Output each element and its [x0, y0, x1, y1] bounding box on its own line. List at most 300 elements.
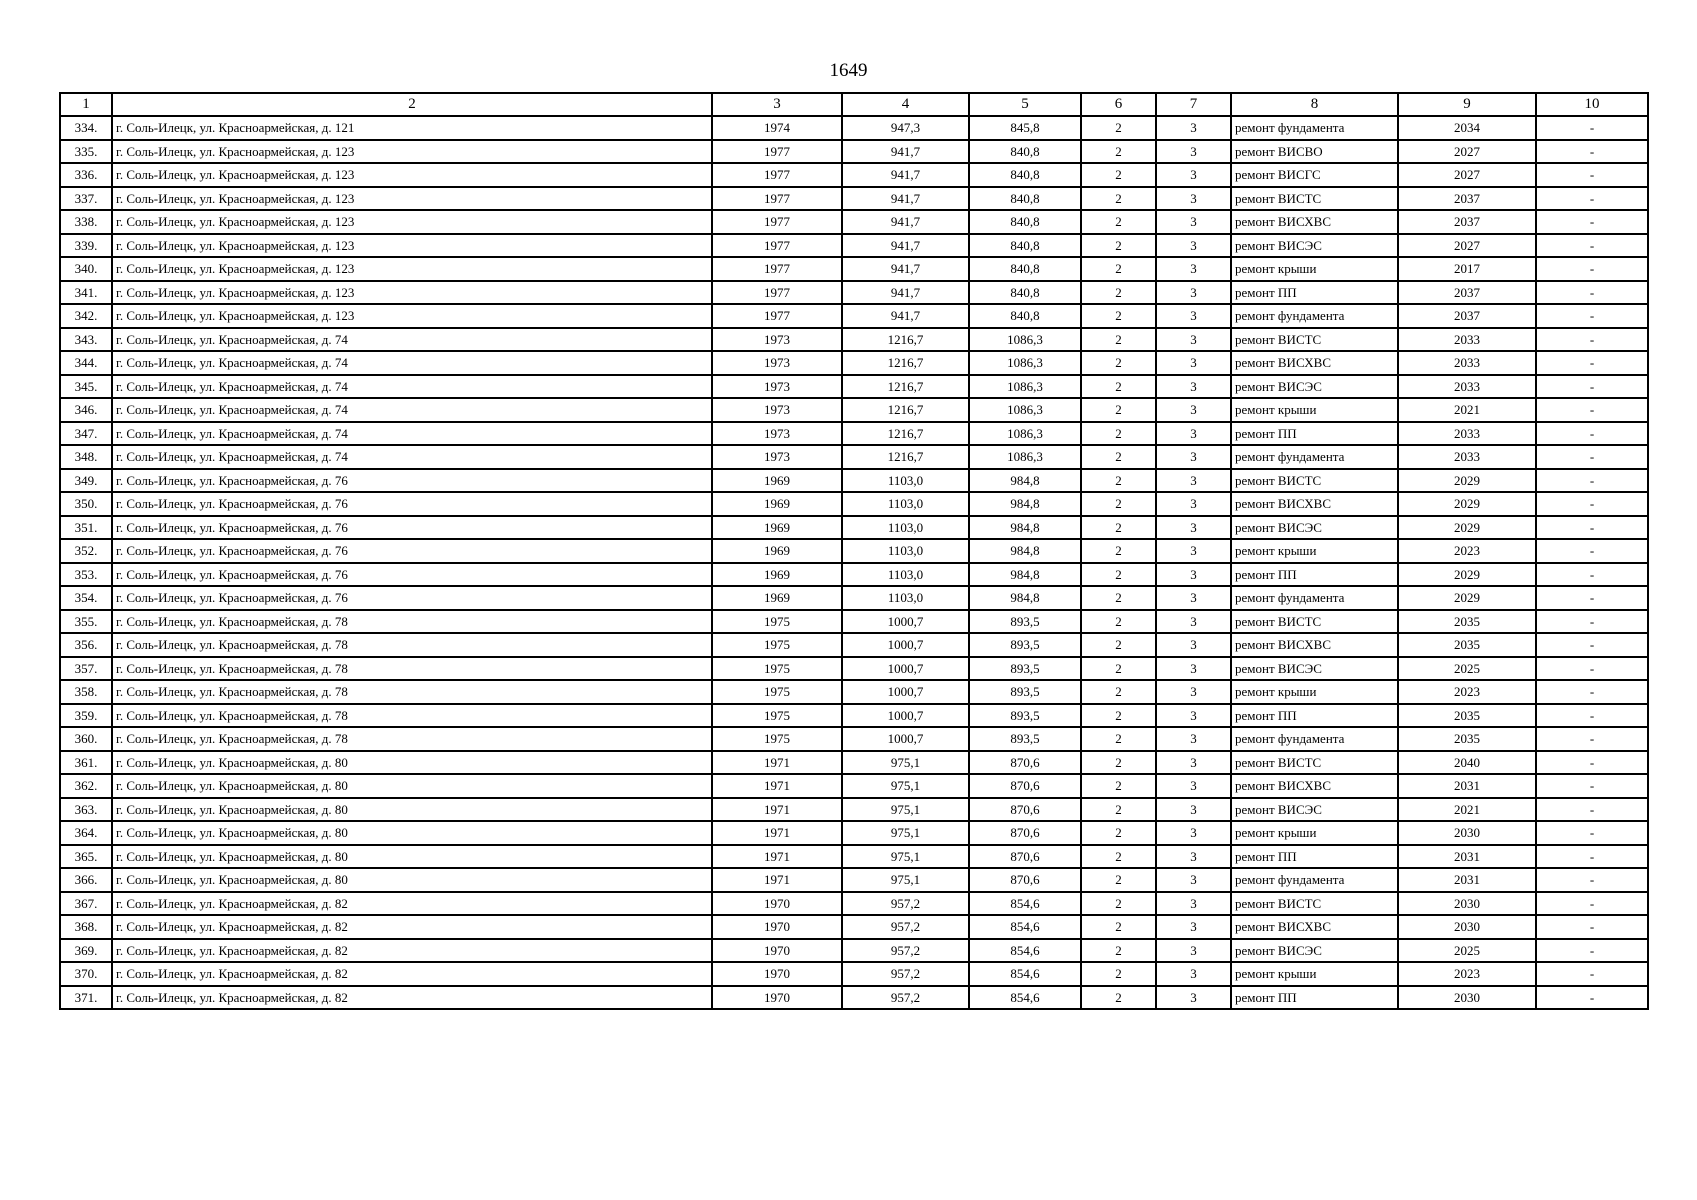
repair-type-cell: ремонт фундамента [1231, 586, 1398, 610]
planned-year-cell: 2033 [1398, 351, 1536, 375]
row-number-cell: 334. [60, 116, 112, 140]
column-header: 10 [1536, 93, 1648, 116]
total-area-cell: 941,7 [842, 140, 969, 164]
planned-year-cell: 2033 [1398, 422, 1536, 446]
planned-year-cell: 2033 [1398, 445, 1536, 469]
address-cell: г. Соль-Илецк, ул. Красноармейская, д. 74 [112, 398, 712, 422]
planned-year-cell: 2035 [1398, 610, 1536, 634]
notes-cell: - [1536, 492, 1648, 516]
table-row [60, 751, 1648, 775]
year-built-cell: 1971 [712, 798, 842, 822]
table-row [60, 140, 1648, 164]
table-row [60, 704, 1648, 728]
total-area-cell: 975,1 [842, 751, 969, 775]
table-row [60, 445, 1648, 469]
repair-type-cell: ремонт ВИСТС [1231, 469, 1398, 493]
entrances-cell: 3 [1156, 704, 1231, 728]
entrances-cell: 3 [1156, 751, 1231, 775]
notes-cell: - [1536, 633, 1648, 657]
floors-cell: 2 [1081, 633, 1156, 657]
entrances-cell: 3 [1156, 915, 1231, 939]
planned-year-cell: 2033 [1398, 328, 1536, 352]
total-area-cell: 957,2 [842, 915, 969, 939]
floors-cell: 2 [1081, 798, 1156, 822]
entrances-cell: 3 [1156, 633, 1231, 657]
entrances-cell: 3 [1156, 422, 1231, 446]
table-row [60, 680, 1648, 704]
repair-type-cell: ремонт крыши [1231, 539, 1398, 563]
table-row [60, 774, 1648, 798]
table-row [60, 375, 1648, 399]
total-area-cell: 1216,7 [842, 445, 969, 469]
table-row [60, 469, 1648, 493]
floors-cell: 2 [1081, 163, 1156, 187]
address-cell: г. Соль-Илецк, ул. Красноармейская, д. 76 [112, 539, 712, 563]
total-area-cell: 1216,7 [842, 398, 969, 422]
address-cell: г. Соль-Илецк, ул. Красноармейская, д. 123 [112, 140, 712, 164]
planned-year-cell: 2029 [1398, 516, 1536, 540]
total-area-cell: 1103,0 [842, 539, 969, 563]
floors-cell: 2 [1081, 680, 1156, 704]
repair-type-cell: ремонт ПП [1231, 845, 1398, 869]
row-number-cell: 358. [60, 680, 112, 704]
repair-type-cell: ремонт ВИСТС [1231, 751, 1398, 775]
entrances-cell: 3 [1156, 798, 1231, 822]
repair-type-cell: ремонт ВИСХВС [1231, 210, 1398, 234]
entrances-cell: 3 [1156, 234, 1231, 258]
planned-year-cell: 2030 [1398, 986, 1536, 1010]
living-area-cell: 893,5 [969, 727, 1081, 751]
planned-year-cell: 2023 [1398, 680, 1536, 704]
living-area-cell: 870,6 [969, 868, 1081, 892]
row-number-cell: 356. [60, 633, 112, 657]
address-cell: г. Соль-Илецк, ул. Красноармейская, д. 76 [112, 586, 712, 610]
repair-type-cell: ремонт ВИСЭС [1231, 375, 1398, 399]
table-row [60, 234, 1648, 258]
total-area-cell: 941,7 [842, 304, 969, 328]
living-area-cell: 845,8 [969, 116, 1081, 140]
column-header: 4 [842, 93, 969, 116]
living-area-cell: 1086,3 [969, 375, 1081, 399]
repair-type-cell: ремонт крыши [1231, 680, 1398, 704]
table-row [60, 892, 1648, 916]
total-area-cell: 975,1 [842, 868, 969, 892]
row-number-cell: 357. [60, 657, 112, 681]
floors-cell: 2 [1081, 351, 1156, 375]
table-row [60, 633, 1648, 657]
entrances-cell: 3 [1156, 163, 1231, 187]
living-area-cell: 854,6 [969, 986, 1081, 1010]
address-cell: г. Соль-Илецк, ул. Красноармейская, д. 123 [112, 187, 712, 211]
living-area-cell: 984,8 [969, 492, 1081, 516]
year-built-cell: 1973 [712, 445, 842, 469]
total-area-cell: 1216,7 [842, 351, 969, 375]
living-area-cell: 854,6 [969, 892, 1081, 916]
planned-year-cell: 2021 [1398, 798, 1536, 822]
notes-cell: - [1536, 563, 1648, 587]
column-header: 8 [1231, 93, 1398, 116]
floors-cell: 2 [1081, 539, 1156, 563]
entrances-cell: 3 [1156, 281, 1231, 305]
floors-cell: 2 [1081, 210, 1156, 234]
entrances-cell: 3 [1156, 492, 1231, 516]
total-area-cell: 975,1 [842, 845, 969, 869]
year-built-cell: 1971 [712, 774, 842, 798]
address-cell: г. Соль-Илецк, ул. Красноармейская, д. 80 [112, 821, 712, 845]
notes-cell: - [1536, 375, 1648, 399]
floors-cell: 2 [1081, 422, 1156, 446]
address-cell: г. Соль-Илецк, ул. Красноармейская, д. 123 [112, 234, 712, 258]
entrances-cell: 3 [1156, 257, 1231, 281]
row-number-cell: 339. [60, 234, 112, 258]
entrances-cell: 3 [1156, 680, 1231, 704]
year-built-cell: 1969 [712, 516, 842, 540]
year-built-cell: 1977 [712, 234, 842, 258]
row-number-cell: 344. [60, 351, 112, 375]
notes-cell: - [1536, 539, 1648, 563]
total-area-cell: 947,3 [842, 116, 969, 140]
year-built-cell: 1977 [712, 281, 842, 305]
repair-type-cell: ремонт ПП [1231, 704, 1398, 728]
row-number-cell: 359. [60, 704, 112, 728]
living-area-cell: 840,8 [969, 257, 1081, 281]
total-area-cell: 941,7 [842, 281, 969, 305]
notes-cell: - [1536, 892, 1648, 916]
address-cell: г. Соль-Илецк, ул. Красноармейская, д. 82 [112, 939, 712, 963]
address-cell: г. Соль-Илецк, ул. Красноармейская, д. 82 [112, 892, 712, 916]
planned-year-cell: 2025 [1398, 657, 1536, 681]
table-row [60, 962, 1648, 986]
planned-year-cell: 2023 [1398, 539, 1536, 563]
year-built-cell: 1970 [712, 939, 842, 963]
planned-year-cell: 2029 [1398, 492, 1536, 516]
address-cell: г. Соль-Илецк, ул. Красноармейская, д. 76 [112, 516, 712, 540]
year-built-cell: 1970 [712, 986, 842, 1010]
row-number-cell: 352. [60, 539, 112, 563]
year-built-cell: 1977 [712, 187, 842, 211]
year-built-cell: 1975 [712, 680, 842, 704]
total-area-cell: 1103,0 [842, 492, 969, 516]
notes-cell: - [1536, 774, 1648, 798]
year-built-cell: 1971 [712, 821, 842, 845]
floors-cell: 2 [1081, 116, 1156, 140]
repair-type-cell: ремонт фундамента [1231, 868, 1398, 892]
living-area-cell: 854,6 [969, 939, 1081, 963]
address-cell: г. Соль-Илецк, ул. Красноармейская, д. 76 [112, 469, 712, 493]
living-area-cell: 1086,3 [969, 328, 1081, 352]
living-area-cell: 840,8 [969, 210, 1081, 234]
year-built-cell: 1971 [712, 845, 842, 869]
table-row [60, 516, 1648, 540]
year-built-cell: 1975 [712, 633, 842, 657]
total-area-cell: 1103,0 [842, 469, 969, 493]
planned-year-cell: 2031 [1398, 845, 1536, 869]
planned-year-cell: 2037 [1398, 187, 1536, 211]
table-row [60, 398, 1648, 422]
notes-cell: - [1536, 210, 1648, 234]
planned-year-cell: 2021 [1398, 398, 1536, 422]
repair-type-cell: ремонт ВИСТС [1231, 610, 1398, 634]
repair-schedule-table [59, 92, 1649, 1010]
floors-cell: 2 [1081, 257, 1156, 281]
table-row [60, 845, 1648, 869]
total-area-cell: 1103,0 [842, 586, 969, 610]
column-header: 5 [969, 93, 1081, 116]
repair-type-cell: ремонт крыши [1231, 398, 1398, 422]
notes-cell: - [1536, 281, 1648, 305]
year-built-cell: 1969 [712, 469, 842, 493]
repair-type-cell: ремонт ПП [1231, 563, 1398, 587]
address-cell: г. Соль-Илецк, ул. Красноармейская, д. 78 [112, 727, 712, 751]
row-number-cell: 343. [60, 328, 112, 352]
row-number-cell: 360. [60, 727, 112, 751]
planned-year-cell: 2037 [1398, 304, 1536, 328]
entrances-cell: 3 [1156, 516, 1231, 540]
row-number-cell: 361. [60, 751, 112, 775]
floors-cell: 2 [1081, 304, 1156, 328]
table-row [60, 210, 1648, 234]
repair-type-cell: ремонт ВИСГС [1231, 163, 1398, 187]
entrances-cell: 3 [1156, 986, 1231, 1010]
repair-type-cell: ремонт ВИСЭС [1231, 234, 1398, 258]
row-number-cell: 338. [60, 210, 112, 234]
floors-cell: 2 [1081, 962, 1156, 986]
year-built-cell: 1975 [712, 610, 842, 634]
year-built-cell: 1973 [712, 422, 842, 446]
column-header: 3 [712, 93, 842, 116]
row-number-cell: 363. [60, 798, 112, 822]
entrances-cell: 3 [1156, 351, 1231, 375]
year-built-cell: 1973 [712, 375, 842, 399]
planned-year-cell: 2037 [1398, 281, 1536, 305]
floors-cell: 2 [1081, 563, 1156, 587]
floors-cell: 2 [1081, 469, 1156, 493]
notes-cell: - [1536, 821, 1648, 845]
floors-cell: 2 [1081, 234, 1156, 258]
row-number-cell: 354. [60, 586, 112, 610]
planned-year-cell: 2027 [1398, 140, 1536, 164]
total-area-cell: 957,2 [842, 986, 969, 1010]
floors-cell: 2 [1081, 892, 1156, 916]
table-row [60, 915, 1648, 939]
living-area-cell: 840,8 [969, 234, 1081, 258]
entrances-cell: 3 [1156, 304, 1231, 328]
table-row [60, 798, 1648, 822]
repair-type-cell: ремонт ВИСТС [1231, 328, 1398, 352]
living-area-cell: 893,5 [969, 633, 1081, 657]
row-number-cell: 362. [60, 774, 112, 798]
floors-cell: 2 [1081, 751, 1156, 775]
address-cell: г. Соль-Илецк, ул. Красноармейская, д. 80 [112, 868, 712, 892]
living-area-cell: 854,6 [969, 962, 1081, 986]
living-area-cell: 870,6 [969, 821, 1081, 845]
notes-cell: - [1536, 751, 1648, 775]
living-area-cell: 840,8 [969, 304, 1081, 328]
planned-year-cell: 2031 [1398, 868, 1536, 892]
living-area-cell: 840,8 [969, 140, 1081, 164]
living-area-cell: 893,5 [969, 657, 1081, 681]
total-area-cell: 1000,7 [842, 727, 969, 751]
year-built-cell: 1973 [712, 351, 842, 375]
year-built-cell: 1970 [712, 915, 842, 939]
row-number-cell: 371. [60, 986, 112, 1010]
repair-type-cell: ремонт ПП [1231, 281, 1398, 305]
repair-type-cell: ремонт ПП [1231, 422, 1398, 446]
notes-cell: - [1536, 351, 1648, 375]
entrances-cell: 3 [1156, 939, 1231, 963]
year-built-cell: 1974 [712, 116, 842, 140]
total-area-cell: 957,2 [842, 892, 969, 916]
living-area-cell: 1086,3 [969, 422, 1081, 446]
entrances-cell: 3 [1156, 445, 1231, 469]
table-row [60, 351, 1648, 375]
address-cell: г. Соль-Илецк, ул. Красноармейская, д. 74 [112, 445, 712, 469]
living-area-cell: 840,8 [969, 281, 1081, 305]
notes-cell: - [1536, 610, 1648, 634]
row-number-cell: 346. [60, 398, 112, 422]
address-cell: г. Соль-Илецк, ул. Красноармейская, д. 123 [112, 304, 712, 328]
floors-cell: 2 [1081, 187, 1156, 211]
row-number-cell: 369. [60, 939, 112, 963]
planned-year-cell: 2040 [1398, 751, 1536, 775]
entrances-cell: 3 [1156, 375, 1231, 399]
header-row [60, 93, 1648, 116]
table-row [60, 986, 1648, 1010]
entrances-cell: 3 [1156, 962, 1231, 986]
repair-type-cell: ремонт ВИСТС [1231, 187, 1398, 211]
row-number-cell: 365. [60, 845, 112, 869]
notes-cell: - [1536, 845, 1648, 869]
planned-year-cell: 2027 [1398, 234, 1536, 258]
living-area-cell: 893,5 [969, 704, 1081, 728]
repair-type-cell: ремонт фундамента [1231, 304, 1398, 328]
entrances-cell: 3 [1156, 187, 1231, 211]
column-header: 9 [1398, 93, 1536, 116]
living-area-cell: 870,6 [969, 751, 1081, 775]
address-cell: г. Соль-Илецк, ул. Красноармейская, д. 78 [112, 633, 712, 657]
address-cell: г. Соль-Илецк, ул. Красноармейская, д. 74 [112, 328, 712, 352]
planned-year-cell: 2030 [1398, 821, 1536, 845]
notes-cell: - [1536, 328, 1648, 352]
total-area-cell: 1103,0 [842, 516, 969, 540]
table-row [60, 563, 1648, 587]
floors-cell: 2 [1081, 445, 1156, 469]
entrances-cell: 3 [1156, 845, 1231, 869]
year-built-cell: 1973 [712, 398, 842, 422]
repair-type-cell: ремонт ВИСХВС [1231, 351, 1398, 375]
row-number-cell: 337. [60, 187, 112, 211]
table-row [60, 304, 1648, 328]
entrances-cell: 3 [1156, 610, 1231, 634]
floors-cell: 2 [1081, 821, 1156, 845]
living-area-cell: 984,8 [969, 586, 1081, 610]
repair-type-cell: ремонт фундамента [1231, 445, 1398, 469]
floors-cell: 2 [1081, 939, 1156, 963]
floors-cell: 2 [1081, 986, 1156, 1010]
floors-cell: 2 [1081, 328, 1156, 352]
address-cell: г. Соль-Илецк, ул. Красноармейская, д. 82 [112, 962, 712, 986]
planned-year-cell: 2035 [1398, 633, 1536, 657]
address-cell: г. Соль-Илецк, ул. Красноармейская, д. 78 [112, 704, 712, 728]
year-built-cell: 1977 [712, 304, 842, 328]
living-area-cell: 893,5 [969, 610, 1081, 634]
column-header: 7 [1156, 93, 1231, 116]
total-area-cell: 975,1 [842, 774, 969, 798]
total-area-cell: 941,7 [842, 163, 969, 187]
row-number-cell: 335. [60, 140, 112, 164]
repair-type-cell: ремонт крыши [1231, 257, 1398, 281]
floors-cell: 2 [1081, 774, 1156, 798]
notes-cell: - [1536, 915, 1648, 939]
row-number-cell: 367. [60, 892, 112, 916]
address-cell: г. Соль-Илецк, ул. Красноармейская, д. 80 [112, 774, 712, 798]
floors-cell: 2 [1081, 281, 1156, 305]
notes-cell: - [1536, 257, 1648, 281]
total-area-cell: 941,7 [842, 257, 969, 281]
planned-year-cell: 2029 [1398, 586, 1536, 610]
row-number-cell: 349. [60, 469, 112, 493]
planned-year-cell: 2023 [1398, 962, 1536, 986]
table-row [60, 939, 1648, 963]
table-row [60, 657, 1648, 681]
year-built-cell: 1971 [712, 868, 842, 892]
total-area-cell: 975,1 [842, 821, 969, 845]
living-area-cell: 870,6 [969, 845, 1081, 869]
year-built-cell: 1977 [712, 163, 842, 187]
year-built-cell: 1973 [712, 328, 842, 352]
notes-cell: - [1536, 680, 1648, 704]
row-number-cell: 355. [60, 610, 112, 634]
repair-type-cell: ремонт ВИСЭС [1231, 657, 1398, 681]
entrances-cell: 3 [1156, 539, 1231, 563]
notes-cell: - [1536, 939, 1648, 963]
notes-cell: - [1536, 116, 1648, 140]
address-cell: г. Соль-Илецк, ул. Красноармейская, д. 123 [112, 163, 712, 187]
planned-year-cell: 2029 [1398, 469, 1536, 493]
floors-cell: 2 [1081, 586, 1156, 610]
planned-year-cell: 2033 [1398, 375, 1536, 399]
table-row [60, 727, 1648, 751]
address-cell: г. Соль-Илецк, ул. Красноармейская, д. 74 [112, 375, 712, 399]
column-header: 1 [60, 93, 112, 116]
entrances-cell: 3 [1156, 892, 1231, 916]
living-area-cell: 984,8 [969, 539, 1081, 563]
repair-type-cell: ремонт ВИСТС [1231, 892, 1398, 916]
living-area-cell: 893,5 [969, 680, 1081, 704]
planned-year-cell: 2029 [1398, 563, 1536, 587]
address-cell: г. Соль-Илецк, ул. Красноармейская, д. 78 [112, 680, 712, 704]
notes-cell: - [1536, 657, 1648, 681]
total-area-cell: 1000,7 [842, 610, 969, 634]
living-area-cell: 1086,3 [969, 445, 1081, 469]
address-cell: г. Соль-Илецк, ул. Красноармейская, д. 78 [112, 610, 712, 634]
living-area-cell: 870,6 [969, 774, 1081, 798]
entrances-cell: 3 [1156, 469, 1231, 493]
year-built-cell: 1969 [712, 539, 842, 563]
row-number-cell: 351. [60, 516, 112, 540]
notes-cell: - [1536, 234, 1648, 258]
address-cell: г. Соль-Илецк, ул. Красноармейская, д. 74 [112, 351, 712, 375]
total-area-cell: 1216,7 [842, 328, 969, 352]
entrances-cell: 3 [1156, 116, 1231, 140]
planned-year-cell: 2025 [1398, 939, 1536, 963]
table-row [60, 281, 1648, 305]
notes-cell: - [1536, 140, 1648, 164]
address-cell: г. Соль-Илецк, ул. Красноармейская, д. 76 [112, 492, 712, 516]
total-area-cell: 1216,7 [842, 375, 969, 399]
notes-cell: - [1536, 445, 1648, 469]
planned-year-cell: 2035 [1398, 727, 1536, 751]
